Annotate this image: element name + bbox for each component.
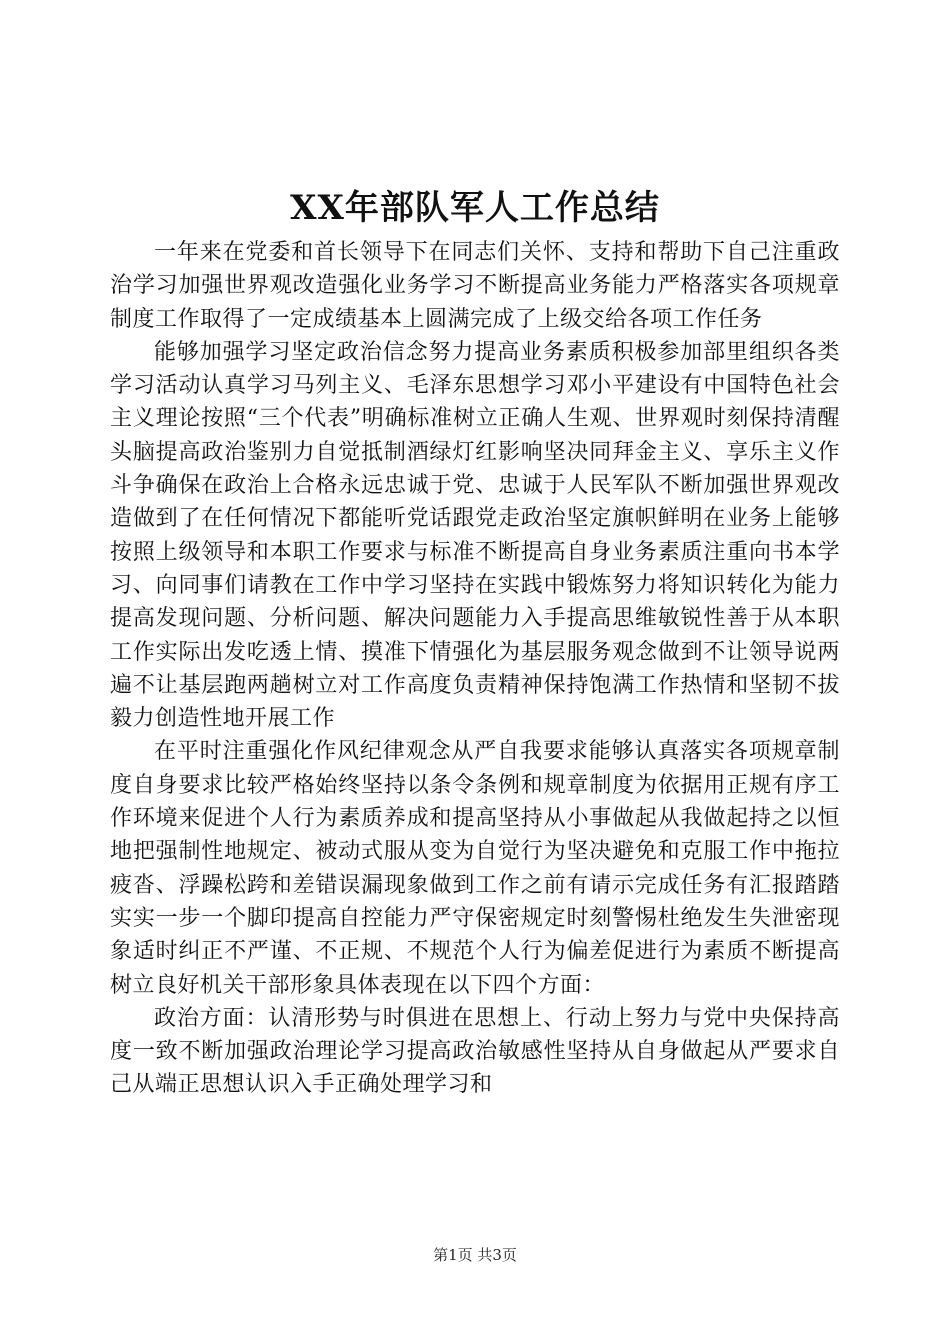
page-number-footer: 第1页 共3页 (433, 1246, 517, 1264)
paragraph: 在平时注重强化作风纪律观念从严自我要求能够认真落实各项规章制度自身要求比较严格始终坚持以条令条例和规章制度为依据用正规有序工作环境来促进个人行为素质养成和提高坚持从小事做起从我做起持之以恒地把强制性地规定、被动式服从变为自觉行为坚决避免和克服工作中拖拉疲沓、浮躁松跨和差错误漏现象做到工作之前有请示完成任务有汇报踏踏实实一步一个脚印提高自控能力严守保密规定时刻警惕杜绝发生失泄密现象适时纠正不严谨、不正规、不规范个人行为偏差促进行为素质不断提高树立良好机关干部形象具体表现在以下四个方面： (110, 739, 840, 998)
paragraph: 一年来在党委和首长领导下在同志们关怀、支持和帮助下自己注重政治学习加强世界观改造强化业务学习不断提高业务能力严格落实各项规章制度工作取得了一定成绩基本上圆满完成了上级交给各项工作任务 (110, 240, 840, 332)
document-title: XX年部队军人工作总结 (290, 188, 660, 228)
paragraph: 政治方面：认清形势与时俱进在思想上、行动上努力与党中央保持高度一致不断加强政治理论学习提高政治敏感性坚持从自身做起从严要求自己从端正思想认识入手正确处理学习和 (110, 1005, 840, 1098)
document-body (110, 236, 840, 1102)
paragraph: 能够加强学习坚定政治信念努力提高业务素质积极参加部里组织各类学习活动认真学习马列主义、毛泽东思想学习邓小平建设有中国特色社会主义理论按照“三个代表”明确标准树立正确人生观、世界观时刻保持清醒头脑提高政治鉴别力自觉抵制酒绿灯红影响坚决同拜金主义、享乐主义作斗争确保在政治上合格永远忠诚于党、忠诚于人民军队不断加强世界观改造做到了在任何情况下都能听党话跟党走政治坚定旗帜鲜明在业务上能够按照上级领导和本职工作要求与标准不断提高自身业务素质注重向书本学习、向同事们请教在工作中学习坚持在实践中锻炼努力将知识转化为能力提高发现问题、分析问题、解决问题能力入手提高思维敏锐性善于从本职工作实际出发吃透上情、摸准下情强化为基层服务观念做到不让领导说两遍不让基层跑两趟树立对工作高度负责精神保持饱满工作热情和坚韧不拔毅力创造性地开展工作 (110, 339, 840, 732)
